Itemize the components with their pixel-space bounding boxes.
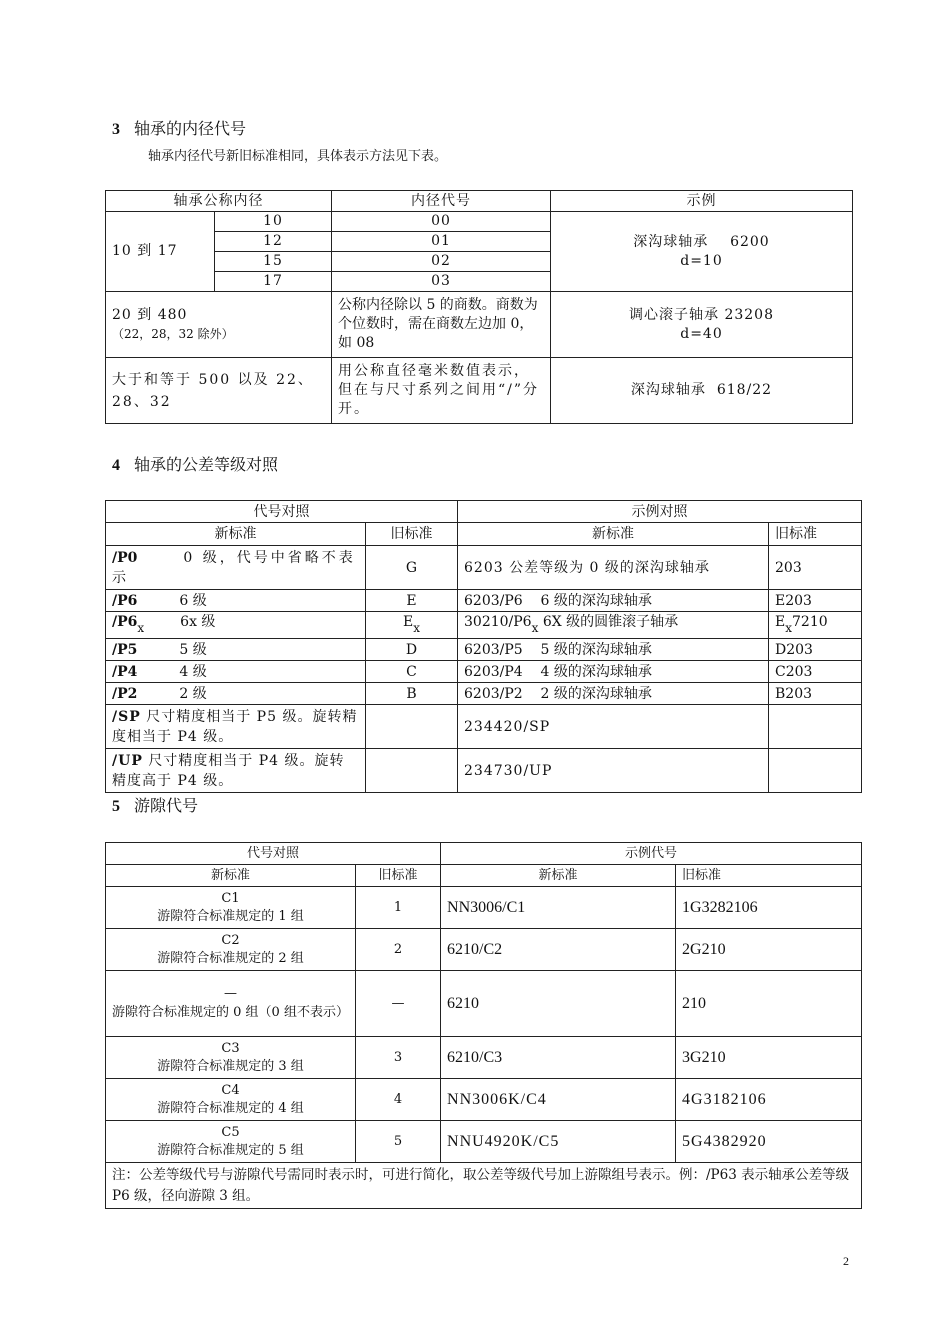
table-header: 轴承公称内径	[106, 191, 332, 212]
table-row	[106, 1163, 862, 1209]
grade-code: /P4	[112, 663, 138, 680]
table-header: 新标准	[106, 865, 356, 887]
old-code: 4	[356, 1079, 441, 1121]
bore-range: 20 到 480	[112, 306, 188, 323]
example-new: 234420/SP	[458, 705, 769, 749]
table-row	[106, 1079, 862, 1121]
table-row	[106, 639, 862, 661]
bore-group-cell: 10 到 17	[106, 212, 215, 292]
example-text: d=40	[680, 325, 723, 342]
grade-code: /P6	[112, 614, 138, 630]
table-row	[106, 749, 862, 793]
example-subscript: x	[531, 621, 539, 635]
bore-value: 12	[215, 232, 332, 252]
section-3-heading	[112, 116, 246, 139]
clearance-code: C1	[221, 890, 240, 906]
bore-value: 15	[215, 252, 332, 272]
example-new: 30210/P6	[464, 614, 532, 630]
table-header: 新标准	[106, 523, 366, 546]
clearance-code: C3	[221, 1040, 240, 1056]
old-code: —	[356, 971, 441, 1037]
grade-desc: 2 级	[179, 685, 207, 702]
grade-desc: 5 级	[179, 641, 207, 658]
old-code: E	[402, 614, 414, 630]
example-old: 3G210	[676, 1037, 862, 1079]
grade-desc: 4 级	[179, 663, 207, 680]
example-old: 203	[769, 546, 862, 590]
example-old-subscript: x	[785, 621, 793, 635]
clearance-cell	[106, 1121, 356, 1163]
page-number: 2	[843, 1254, 849, 1268]
example-cell	[551, 212, 853, 292]
bore-value: 10	[215, 212, 332, 232]
example-old: 2G210	[676, 929, 862, 971]
example-new: NN3006/C1	[441, 887, 676, 929]
table-row	[106, 590, 862, 612]
clearance-cell	[106, 887, 356, 929]
example-new: 6203/P6 6 级的深沟球轴承	[458, 590, 769, 612]
old-code: C	[366, 661, 458, 683]
table-row	[106, 1037, 862, 1079]
section-number: 4	[112, 457, 120, 474]
bore-code: 02	[332, 252, 551, 272]
example-new: 6210/C2	[441, 929, 676, 971]
grade-cell	[106, 661, 366, 683]
example-old-cell	[769, 612, 862, 639]
clearance-desc: 游隙符合标准规定的 1 组	[157, 908, 304, 924]
example-text: 调心滚子轴承 23208	[629, 306, 774, 323]
section-title: 轴承的公差等级对照	[134, 455, 279, 474]
old-code: E	[366, 590, 458, 612]
grade-desc: 6x 级	[180, 614, 216, 630]
example-new: 6203/P4 4 级的深沟球轴承	[458, 661, 769, 683]
example-text: 深沟球轴承 618/22	[551, 358, 853, 424]
old-code: 3	[356, 1037, 441, 1079]
example-new: 234730/UP	[458, 749, 769, 793]
bore-group-cell	[106, 292, 332, 358]
clearance-code: C5	[221, 1124, 240, 1140]
example-old: 1G3282106	[676, 887, 862, 929]
bore-exclusion: （22，28，32 除外）	[112, 326, 234, 341]
example-new: NN3006K/C4	[441, 1079, 676, 1121]
section-title: 轴承的内径代号	[134, 119, 247, 138]
section-title: 游隙代号	[134, 796, 199, 815]
example-text: d=10	[680, 252, 723, 269]
grade-desc: 6 级	[179, 592, 207, 609]
example-old: C203	[769, 661, 862, 683]
bore-code-desc: 用公称直径毫米数值表示，但在与尺寸系列之间用“/”分开。	[332, 358, 551, 424]
old-code-cell	[366, 612, 458, 639]
example-old: 210	[676, 971, 862, 1037]
grade-code: /P5	[112, 641, 138, 658]
table-row	[106, 705, 862, 749]
grade-desc: 尺寸精度相当于 P5 级。旋转精度相当于 P4 级。	[112, 708, 358, 745]
bore-code-desc: 公称内径除以 5 的商数。商数为个位数时，需在商数左边加 0，如 08	[332, 292, 551, 358]
clearance-cell	[106, 1037, 356, 1079]
table-row	[106, 612, 862, 639]
example-new: 6203/P5 5 级的深沟球轴承	[458, 639, 769, 661]
table-row	[106, 971, 862, 1037]
bore-code: 03	[332, 272, 551, 292]
grade-subscript: x	[137, 621, 145, 635]
old-code: B	[366, 683, 458, 705]
table-header: 新标准	[458, 523, 769, 546]
grade-desc: 0 级，代号中省略不表示	[112, 549, 356, 586]
section-3-intro: 轴承内径代号新旧标准相同，具体表示方法见下表。	[148, 149, 448, 164]
grade-cell	[106, 749, 366, 793]
table-header: 代号对照	[106, 501, 458, 523]
old-code: G	[366, 546, 458, 590]
grade-code: /P2	[112, 685, 138, 702]
section-4-heading	[112, 452, 278, 475]
example-old: E	[775, 614, 786, 630]
clearance-code: C2	[221, 932, 240, 948]
example-new: NNU4920K/C5	[441, 1121, 676, 1163]
clearance-cell	[106, 971, 356, 1037]
section-5-heading	[112, 793, 198, 816]
note-cell: 注：公差等级代号与游隙代号需同时表示时，可进行简化，取公差等级代号加上游隙组号表示。例：/P63 表示轴承公差等级 P6 级，径向游隙 3 组。	[106, 1163, 862, 1209]
clearance-desc: 游隙符合标准规定的 5 组	[157, 1142, 304, 1158]
table-header: 内径代号	[332, 191, 551, 212]
old-code-subscript: x	[413, 621, 420, 635]
grade-cell	[106, 639, 366, 661]
clearance-desc: 游隙符合标准规定的 0 组（0 组不表示）	[112, 1004, 349, 1020]
grade-cell	[106, 590, 366, 612]
clearance-cell	[106, 1079, 356, 1121]
example-old: B203	[769, 683, 862, 705]
example-old: D203	[769, 639, 862, 661]
section-number: 5	[112, 798, 120, 815]
clearance-code-table	[105, 842, 862, 1209]
example-desc: 6X 级的圆锥滚子轴承	[538, 614, 679, 630]
old-code: D	[366, 639, 458, 661]
example-old	[769, 705, 862, 749]
table-header: 代号对照	[106, 843, 441, 865]
grade-desc: 尺寸精度相当于 P4 级。旋转精度高于 P4 级。	[112, 752, 345, 789]
table-header: 旧标准	[676, 865, 862, 887]
clearance-desc: 游隙符合标准规定的 4 组	[157, 1100, 304, 1116]
grade-cell	[106, 705, 366, 749]
bore-value: 17	[215, 272, 332, 292]
example-new: 6210	[441, 971, 676, 1037]
old-code	[366, 705, 458, 749]
grade-code: /UP	[112, 752, 143, 769]
table-row	[106, 887, 862, 929]
table-header: 示例代号	[441, 843, 862, 865]
old-code: 1	[356, 887, 441, 929]
table-row	[106, 546, 862, 590]
table-header: 新标准	[441, 865, 676, 887]
old-code: 5	[356, 1121, 441, 1163]
table-header: 示例对照	[458, 501, 862, 523]
example-new: 6203/P2 2 级的深沟球轴承	[458, 683, 769, 705]
bore-group-cell: 大于和等于 500 以及 22、28、32	[106, 358, 332, 424]
section-number: 3	[112, 121, 120, 138]
table-row	[106, 929, 862, 971]
old-code: 2	[356, 929, 441, 971]
bore-code: 01	[332, 232, 551, 252]
table-header: 旧标准	[366, 523, 458, 546]
example-new: 6203 公差等级为 0 级的深沟球轴承	[458, 546, 769, 590]
example-old: E203	[769, 590, 862, 612]
bore-code: 00	[332, 212, 551, 232]
grade-code: /P6	[112, 592, 138, 609]
bore-code-table	[105, 190, 853, 424]
example-old: 4G3182106	[676, 1079, 862, 1121]
table-header: 旧标准	[769, 523, 862, 546]
clearance-cell	[106, 929, 356, 971]
table-header: 示例	[551, 191, 853, 212]
example-old	[769, 749, 862, 793]
table-header: 旧标准	[356, 865, 441, 887]
old-code	[366, 749, 458, 793]
tolerance-grade-table	[105, 500, 862, 793]
grade-cell	[106, 683, 366, 705]
clearance-desc: 游隙符合标准规定的 3 组	[157, 1058, 304, 1074]
example-old: 5G4382920	[676, 1121, 862, 1163]
table-row	[106, 1121, 862, 1163]
example-cell	[551, 292, 853, 358]
example-old-num: 7210	[792, 614, 828, 630]
clearance-code: C4	[221, 1082, 240, 1098]
example-new-cell	[458, 612, 769, 639]
example-new: 6210/C3	[441, 1037, 676, 1079]
clearance-desc: 游隙符合标准规定的 2 组	[157, 950, 304, 966]
table-row	[106, 661, 862, 683]
grade-cell	[106, 546, 366, 590]
grade-cell	[106, 612, 366, 639]
grade-code: /P0	[112, 549, 138, 566]
example-text: 深沟球轴承 6200	[633, 233, 770, 250]
clearance-code: —	[224, 985, 237, 1001]
table-row	[106, 683, 862, 705]
grade-code: /SP	[112, 708, 141, 725]
